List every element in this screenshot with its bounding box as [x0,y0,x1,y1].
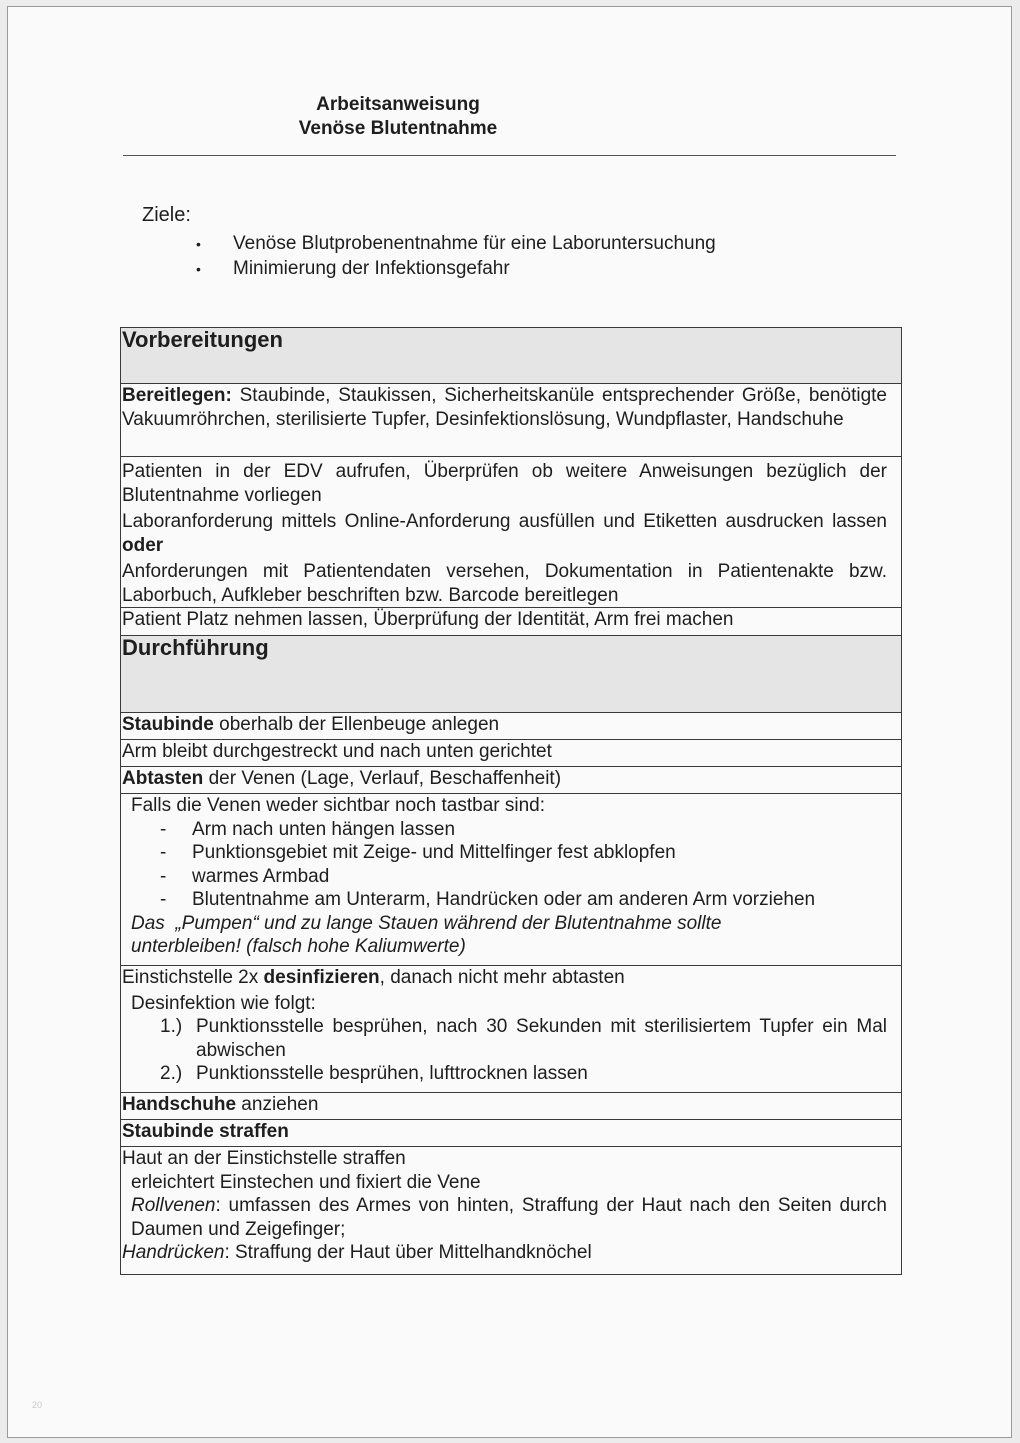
proc-disinfect-line [122,966,901,990]
prep-admin-cell [121,457,902,608]
proc-disinfect-pre: Einstichstelle 2x [122,967,264,988]
proc-skin-hand [122,1241,901,1265]
list-item [122,1062,901,1086]
prep-supplies-cell [121,384,902,457]
table-row [121,608,902,636]
proc-veins-item: Punktionsgebiet mit Zeige- und Mittelfinger fest abklopfen [192,842,676,863]
proc-skin-roll [122,1194,901,1241]
list-item [196,232,716,257]
step-text: Punktionsstelle besprühen, lufttrocknen lassen [196,1063,588,1084]
table-row [121,1120,902,1147]
bullet-icon: • [196,261,201,277]
goals-heading: Ziele: [142,204,191,226]
step-text: Punktionsstelle besprühen, nach 30 Sekunden mit sterilisiertem Tupfer ein Mal abwischen [196,1016,887,1061]
list-item [122,818,901,842]
dash-icon: - [160,818,167,840]
title-line-2: Venöse Blutentnahme [298,118,498,139]
prep-admin-p2-bold: oder [122,534,164,556]
title-line-1: Arbeitsanweisung [316,94,480,115]
proc-tourniquet-cell [121,713,902,740]
step-number: 2.) [160,1063,183,1084]
goals-list [196,232,716,282]
prep-supplies-text: Staubinde, Staukissen, Sicherheitskanüle entsprechender Größe, benötigte Vakuumröhrchen, sterilisierte Tupfer, Desinfektionslösung, Wundpflaster, Handschuhe [122,385,887,430]
table-row [121,328,902,384]
table-row [121,966,902,1093]
proc-gloves-cell [121,1093,902,1120]
header-rule [123,155,896,156]
list-item [122,1015,901,1062]
table-row [121,1093,902,1120]
proc-veins-note-text: Das „Pumpen“ und zu lange Stauen während der Blutentnahme sollte unterbleiben! (falsch hohe Kaliumwerte) [131,912,727,957]
proc-veins-item: warmes Armbad [192,865,330,887]
proc-palpate-bold: Abtasten [122,768,204,789]
proc-skin-line1: Haut an der Einstichstelle straffen [122,1148,406,1169]
proc-tighten-cell [121,1120,902,1147]
procedure-table [120,327,902,1275]
prep-admin-p2 [122,510,887,557]
prep-admin-p3: Anforderungen mit Patientendaten versehen, Dokumentation in Patientenakte bzw. Laborbuch, Aufkleber beschriften bzw. Barcode bereitlegen [122,561,887,606]
prep-patient-cell: Patient Platz nehmen lassen, Überprüfung der Identität, Arm frei machen [121,608,902,636]
proc-disinfect-cell [121,966,902,1093]
proc-tourniquet-text: oberhalb der Ellenbeuge anlegen [213,714,500,735]
proc-veins-item: Blutentnahme am Unterarm, Handrücken oder am anderen Arm vorziehen [192,889,816,910]
proc-veins-note [122,912,901,959]
table-row [121,636,902,713]
proc-skin-hand-italic: Handrücken [122,1242,225,1263]
proc-veins-cell [121,794,902,966]
section-heading-preparation: Vorbereitungen [121,328,902,384]
proc-tourniquet-bold: Staubinde [122,714,214,735]
proc-gloves-bold: Handschuhe [122,1094,237,1115]
table-row [121,767,902,794]
table-row [121,384,902,457]
proc-palpate-cell [121,767,902,794]
table-row [121,713,902,740]
proc-arm-cell: Arm bleibt durchgestreckt und nach unten gerichtet [121,740,902,767]
dash-icon: - [160,889,167,910]
document-title [238,93,558,141]
table-row [121,457,902,608]
proc-skin-hand-text: : Straffung der Haut über Mittelhandknöchel [224,1242,592,1263]
list-item [122,841,901,865]
proc-palpate-text: der Venen (Lage, Verlauf, Beschaffenheit) [203,768,562,789]
list-item [196,257,716,282]
proc-veins-item: Arm nach unten hängen lassen [192,818,456,840]
proc-skin-cell [121,1147,902,1275]
proc-disinfect-post: , danach nicht mehr abtasten [379,967,625,988]
prep-supplies-label: Bereitlegen: [122,385,232,406]
page-number: 20 [32,1400,43,1410]
goal-text: Minimierung der Infektionsgefahr [233,258,510,279]
table-row [121,794,902,966]
proc-gloves-text: anziehen [236,1094,319,1115]
section-heading-procedure: Durchführung [121,636,902,713]
prep-admin-p2-text: Laboranforderung mittels Online-Anforderung ausfüllen und Etiketten ausdrucken lassen [122,511,887,532]
proc-veins-intro: Falls die Venen weder sichtbar noch tastbar sind: [131,795,546,816]
step-number: 1.) [160,1016,183,1037]
proc-disinfect-sub: Desinfektion wie folgt: [131,992,316,1014]
table-row [121,740,902,767]
dash-icon: - [160,842,167,863]
proc-tighten-bold: Staubinde straffen [122,1121,289,1142]
dash-icon: - [160,865,167,887]
table-row [121,1147,902,1275]
list-item [122,888,901,912]
prep-admin-p1: Patienten in der EDV aufrufen, Überprüfen ob weitere Anweisungen bezüglich der Blutentnahme vorliegen [122,461,887,506]
list-item [122,865,901,889]
goal-text: Venöse Blutprobenentnahme für eine Laboruntersuchung [233,233,716,254]
bullet-icon: • [196,236,201,252]
proc-disinfect-bold: desinfizieren [263,967,380,988]
proc-skin-roll-italic: Rollvenen [131,1195,216,1216]
proc-skin-roll-text: : umfassen des Armes von hinten, Straffung der Haut nach den Seiten durch Daumen und Zeigefinger; [131,1195,887,1240]
proc-skin-line2: erleichtert Einstechen und fixiert die Vene [131,1171,481,1193]
